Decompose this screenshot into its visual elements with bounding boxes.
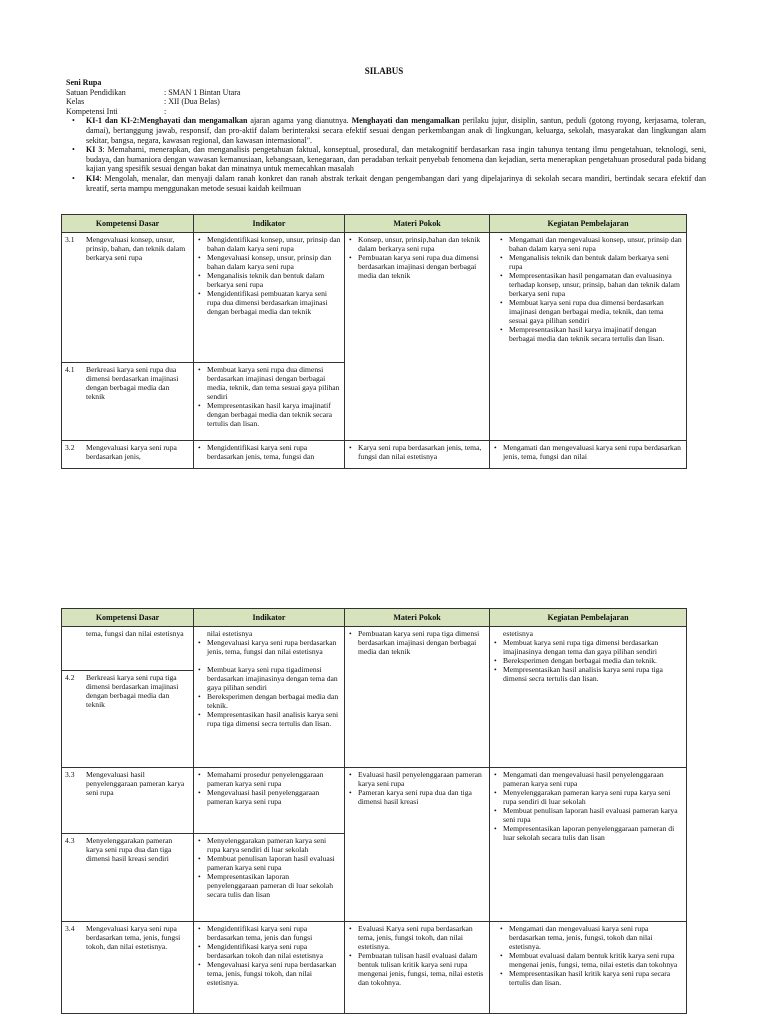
materi-cell: [345, 768, 490, 922]
list-item: • Mempresentasikan hasil kritik karya seni rupa secara tertulis dan lisan.: [509, 969, 683, 987]
list-item: • Mempresentasikan hasil analisis karya seni rupa tiga dimensi secra tertulis dan lisan.: [503, 665, 683, 683]
page-2: [0, 604, 768, 1024]
list-item: • Konsep, unsur, prinsip,bahan dan teknik dalam berkarya seni rupa: [358, 235, 486, 253]
list-item: • Mempresentasikan hasil pengamatan dan evaluasinya terhadap konsep, unsur, prinsip, bahan dan teknik dalam berkarya seni rupa: [509, 271, 683, 298]
header-kompetensi-dasar: Kompetensi Dasar: [62, 215, 194, 233]
list-item: • Pembuatan karya seni rupa tiga dimensi berdasarkan imajinasi dengan berbagai media dan teknik: [358, 629, 486, 656]
ki-item: • KI-1 dan KI-2:Menghayati dan mengamalkan ajaran agama yang dianutnya. Menghayati dan mengamalkan perilaku jujur, disiplin, santun, peduli (gotong royong, kerjasama, toleran, damai), bertanggung jawab, responsif, dan pro-aktif dalam berinteraksi secara efektif sesuai dengan perkembangan anak di lingkungan, keluarga, sekolah, masyarakat dan lingkungan alam sekitar, bangsa, negara, kawasan regional, dan kawasan internasional".: [86, 116, 706, 145]
silabus-table-1: [61, 214, 687, 469]
list-item: • Membuat karya seni rupa dua dimensi berdasarkan imajinasi dengan berbagai media, teknik, dan tema sesuai gaya pilihan sendiri: [509, 298, 683, 325]
list-item: • Bereksperimen dengan berbagai media dan teknik.: [503, 656, 683, 665]
list-item: • Mempresentasikan laporan penyelenggaraan pameran di luar sekolah secara tulis dan lisan: [503, 824, 683, 842]
ki-list: [66, 116, 706, 193]
list-item: • Membuat penulisan laporan hasil evaluasi pameran karya seni rupa: [503, 806, 683, 824]
list-item: • Evaluasi Karya seni rupa berdasarkan tema, jenis, fungsi tokoh, dan nilai estetisnya.: [358, 924, 486, 951]
indikator-cell: [194, 834, 345, 922]
kd-cell: 4.2 Berkreasi karya seni rupa tiga dimensi berdasarkan imajinasi dengan berbagai media dan teknik: [62, 671, 194, 768]
header-materi-pokok: Materi Pokok: [345, 215, 490, 233]
kd-cell: 4.3 Menyelenggarakan pameran karya seni rupa dua dan tiga dimensi hasil kreasi sendiri: [62, 834, 194, 922]
materi-cell: [345, 233, 490, 441]
list-item: • Membuat karya seni rupa dua dimensi berdasarkan imajinasi dengan berbagai media, teknik, dan tema sesuai gaya pilihan sendiri: [207, 365, 341, 401]
document-header: [66, 78, 706, 193]
list-item: • Mempresentasikan laporan penyelenggaraan pameran di luar sekolah secara tulis dan lisan: [207, 872, 341, 899]
table-row: [62, 233, 687, 363]
page-1: [0, 0, 768, 500]
kd-cell: 4.1 Berkreasi karya seni rupa dua dimensi berdasarkan imajinasi dengan berbagai media dan teknik: [62, 363, 194, 441]
list-item: • Mengamati dan mengevaluasi karya seni rupa berdasarkan tema, jenis, fungsi, tokoh dan nilai estetisnya.: [509, 924, 683, 951]
list-item: • Mengamati dan mengevaluasi hasil penyelenggaraan pameran karya seni rupa: [503, 770, 683, 788]
table-header-row: [62, 609, 687, 627]
list-item: • Karya seni rupa berdasarkan jenis, tema, fungsi dan nilai estetisnya: [358, 443, 486, 461]
list-item: • Mengevaluasi karya seni rupa berdasarkan jenis, tema, fungsi dan nilai estetisnya: [207, 638, 341, 656]
list-item: • Bereksperimen dengan berbagai media dan teknik.: [207, 692, 341, 710]
table-row: [62, 922, 687, 1014]
kegiatan-cell: estetisnya • Membuat karya seni rupa tiga dimensi berdasarkan imajinasinya dengan tema dan gaya pilihan sendiri • Bereksperimen dengan berbagai media dan teknik. • Mempresentasikan hasil analisis karya seni rupa tiga dimensi secra tertulis dan lisan.: [490, 627, 687, 768]
list-item: • Menganalisis teknik dan bentuk dalam berkarya seni rupa: [509, 253, 683, 271]
list-item: • Mengamati dan mengevaluasi karya seni rupa berdasarkan jenis, tema, fungsi dan nilai: [503, 443, 683, 461]
kegiatan-cell: [490, 768, 687, 922]
table-header-row: [62, 215, 687, 233]
list-item: • Membuat karya seni rupa tiga dimensi berdasarkan imajinasinya dengan tema dan gaya pilihan sendiri: [503, 638, 683, 656]
kd-cell: 3.4 Mengevaluasi karya seni rupa berdasarkan tema, jenis, fungsi tokoh, dan nilai estetisnya.: [62, 922, 194, 1014]
table-row: [62, 627, 687, 671]
list-item: • Memahami prosedur penyelenggaraan pameran karya seni rupa: [207, 770, 341, 788]
header-materi-pokok: Materi Pokok: [345, 609, 490, 627]
list-item: • Mengevaluasi hasil penyelenggaraan pameran karya seni rupa: [207, 788, 341, 806]
list-item: • Mempresentasikan hasil analisis karya seni rupa tiga dimensi secra tertulis dan lisan.: [207, 710, 341, 728]
document-title: SILABUS: [364, 66, 404, 76]
list-item: • Menganalisis teknik dan bentuk dalam berkarya seni rupa: [207, 271, 341, 289]
list-item: • Pembuatan karya seni rupa dua dimensi berdasarkan imajinasi dengan berbagai media dan teknik: [358, 253, 486, 280]
list-item: • Membuat evaluasi dalam bentuk kritik karya seni rupa mengenai jenis, fungsi, tema, nilai estetis dan tokohnya: [509, 951, 683, 969]
kd-cell: tema, fungsi dan nilai estetisnya: [62, 627, 194, 671]
list-item: • Menyelenggarakan pameran karya seni rupa karya sendiri di luar sekolah: [207, 836, 341, 854]
field-kelas: Kelas : XII (Dua Belas): [66, 97, 220, 107]
list-item: • Mengidentifikasi karya seni rupa berdasarkan tema, jenis dan fungsi: [207, 924, 341, 942]
list-item: • Mengevaluasi karya seni rupa berdasarkan tema, jenis, fungsi tokoh, dan nilai estetisnya.: [207, 960, 341, 987]
list-item: • Menyelenggarakan pameran karya seni rupa karya seni rupa sendiri di luar sekolah: [503, 788, 683, 806]
materi-cell: [345, 922, 490, 1014]
field-satuan: Satuan Pendidikan : SMAN 1 Bintan Utara: [66, 87, 241, 97]
indikator-cell: [194, 768, 345, 834]
header-kegiatan: Kegiatan Pembelajaran: [490, 609, 687, 627]
subject-name: Seni Rupa: [66, 78, 102, 87]
list-item: • Mengidentifikasi konsep, unsur, prinsip dan bahan dalam karya seni rupa: [207, 235, 341, 253]
header-indikator: Indikator: [194, 609, 345, 627]
list-item: • Evaluasi hasil penyelenggaraan pameran karya seni rupa: [358, 770, 486, 788]
indikator-cell: [194, 922, 345, 1014]
table-row: [62, 768, 687, 834]
list-item: • Mempresentasikan hasil karya imajinatif dengan berbagai media dan teknik secara tertulis dan lisan.: [509, 325, 683, 343]
list-item: • Mengidentifikasi karya seni rupa berdasarkan jenis, tema, fungsi dan: [207, 443, 341, 461]
list-item: • Mengidentifikasi karya seni rupa berdasarkan tokoh dan nilai estetisnya: [207, 942, 341, 960]
kegiatan-cell: [490, 441, 687, 469]
kd-cell: 3.3 Mengevaluasi hasil penyelenggaraan pameran karya seni rupa: [62, 768, 194, 834]
list-item: • Membuat karya seni rupa tigadimensi berdasarkan imajinasinya dengan tema dan gaya pilihan sendiri: [207, 665, 341, 692]
ki-item: • KI4: Mengolah, menalar, dan menyaji dalam ranah konkret dan ranah abstrak terkait dengan pengembangan dari yang dipelajarinya di sekolah secara mandiri, bertindak secara efektif dan kreatif, serta mampu menggunakan metode sesuai kaidah keilmuan: [86, 174, 706, 193]
list-item: • Mengamati dan mengevaluasi konsep, unsur, prinsip dan bahan dalam karya seni rupa: [509, 235, 683, 253]
kegiatan-cell: [490, 922, 687, 1014]
indikator-cell: [194, 441, 345, 469]
table-row: [62, 441, 687, 469]
silabus-table-2: [61, 608, 687, 1014]
indikator-cell: [194, 233, 345, 363]
materi-cell: [345, 441, 490, 469]
list-item: • Membuat penulisan laporan hasil evaluasi pameran karya seni rupa: [207, 854, 341, 872]
header-kompetensi-dasar: Kompetensi Dasar: [62, 609, 194, 627]
list-item: • Mempresentasikan hasil karya imajinatif dengan berbagai media dan teknik secara tertulis dan lisan.: [207, 401, 341, 428]
field-kompetensi-inti: Kompetensi Inti :: [66, 106, 167, 116]
indikator-cell: [194, 363, 345, 441]
list-item: • Pembuatan tulisan hasil evaluasi dalam bentuk tulisan kritik karya seni rupa mengenai jenis, fungsi, tema, nilai estetis dan tokohnya.: [358, 951, 486, 987]
list-item: • Pameran karya seni rupa dua dan tiga dimensi hasil kreasi: [358, 788, 486, 806]
list-item: • Mengidentifikasi pembuatan karya seni rupa dua dimensi berdasarkan imajinasi dengan berbagai media dan teknik: [207, 289, 341, 316]
list-item: • Mengevaluasi konsep, unsur, prinsip dan bahan dalam karya seni rupa: [207, 253, 341, 271]
ki-item: • KI 3: Memahami, menerapkan, dan menganalisis pengetahuan faktual, konseptual, prosedural, dan metakognitif berdasarkan rasa ingin tahunya tentang ilmu pengetahuan, teknologi, seni, budaya, dan humaniora dengan wawasan kemanusiaan, kebangsaan, kenegaraan, dan peradaban terkait penyebab fenomena dan kejadian, serta menerapkan pengetahuan prosedural pada bidang kajian yang spesifik sesuai dengan bakat dan minatnya untuk memecahkan masalah: [86, 145, 706, 174]
header-kegiatan: Kegiatan Pembelajaran: [490, 215, 687, 233]
kd-cell: 3.2 Mengevaluasi karya seni rupa berdasarkan jenis,: [62, 441, 194, 469]
kd-cell: 3.1 Mengevaluasi konsep, unsur, prinsip, bahan, dan teknik dalam berkarya seni rupa: [62, 233, 194, 363]
indikator-cell: nilai estetisnya • Mengevaluasi karya seni rupa berdasarkan jenis, tema, fungsi dan nilai estetisnya • Membuat karya seni rupa tigadimensi berdasarkan imajinasinya dengan tema dan gaya pilihan sendiri • Bereksperimen dengan berbagai media dan teknik. • Mempresentasikan hasil analisis karya seni rupa tiga dimensi secra tertulis dan lisan.: [194, 627, 345, 768]
kegiatan-cell: [490, 233, 687, 441]
materi-cell: [345, 627, 490, 768]
header-indikator: Indikator: [194, 215, 345, 233]
